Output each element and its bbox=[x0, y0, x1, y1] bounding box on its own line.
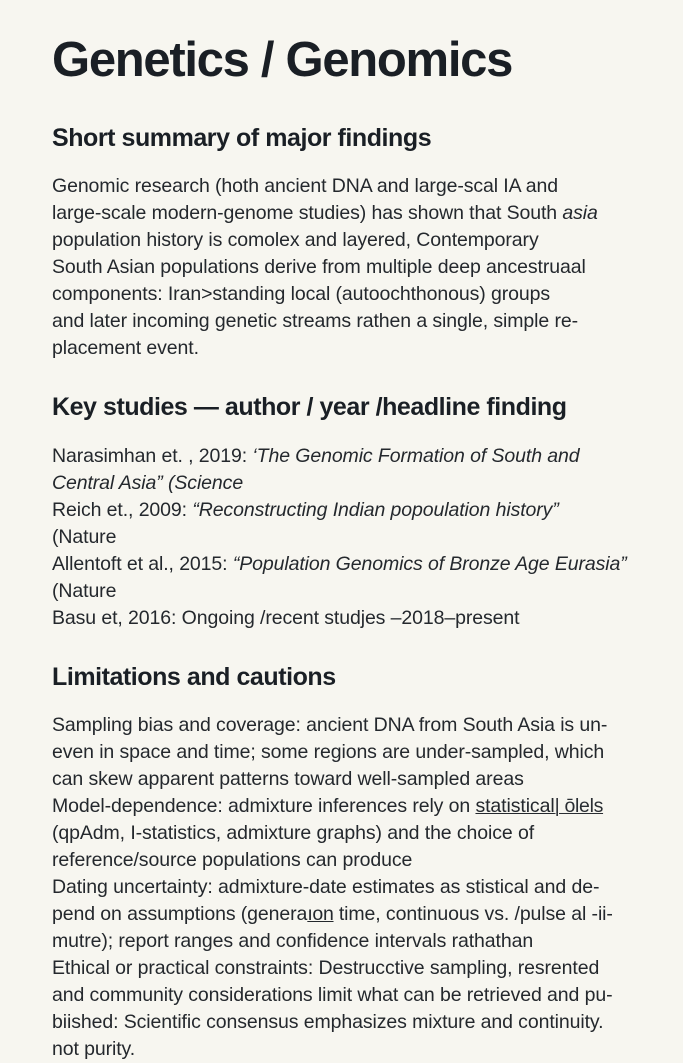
text-run-italic-clipped: asia bbox=[562, 202, 598, 225]
text-line: reference/source populations can produce bbox=[52, 848, 413, 871]
citation-title-cont: (Nature bbox=[52, 579, 117, 602]
text-run-artifact: | ōlels bbox=[554, 794, 604, 817]
citation-title: ‘The Genomic Formation of South and bbox=[252, 444, 580, 467]
text-run: pend on assumptions (genera bbox=[52, 902, 308, 925]
text-run: time, continuous vs. /pulse al -ii- bbox=[333, 902, 613, 925]
page-title: Genetics / Genomics bbox=[52, 33, 513, 87]
text-run: large-scale modern-genome studies) has shown that South bbox=[52, 202, 563, 225]
text-line: and community considerations limit what can be retrieved and pu- bbox=[52, 983, 613, 1006]
text-run-underlined: statistical bbox=[475, 794, 555, 817]
text-run-artifact: ıon bbox=[307, 902, 334, 925]
text-line bbox=[52, 793, 661, 820]
text-line: mutre); report ranges and confidence intervals rathathan bbox=[52, 929, 534, 952]
citation-lead: Narasimhan et. , 2019: bbox=[52, 444, 253, 467]
text-line: Genomic research (hoth ancient DNA and large-scal IA and bbox=[52, 175, 559, 198]
key-studies-list bbox=[52, 443, 661, 632]
citation-lead: Reich et., 2009: bbox=[52, 498, 193, 521]
list-item bbox=[52, 497, 661, 524]
text-line bbox=[52, 901, 661, 928]
section-heading-summary: Short summary of major findings bbox=[52, 124, 432, 152]
limitations-paragraph bbox=[52, 712, 661, 1063]
text-line: Ethical or practical constraints: Destrucctive sampling, resrented bbox=[52, 956, 600, 979]
section-heading-key-studies: Key studies — author / year /headline finding bbox=[52, 393, 567, 422]
citation-title-cont: Central Asia” (Science bbox=[52, 471, 244, 494]
citation-title: “Reconstructing Indian popoulation history” bbox=[192, 498, 559, 521]
text-line: biished: Scientific consensus emphasizes mixture and continuity. bbox=[52, 1010, 604, 1033]
list-item bbox=[52, 551, 661, 578]
text-line: Dating uncertainty: admixture-date estimates as stistical and de- bbox=[52, 875, 600, 898]
list-item: Basu et, 2016: Ongoing /recent studjes –2018–present bbox=[52, 606, 520, 629]
text-line: population history is comolex and layered, Contemporary bbox=[52, 229, 539, 252]
text-run: Model-dependence: admixture inferences rely on bbox=[52, 794, 476, 817]
text-line bbox=[52, 200, 661, 227]
list-item bbox=[52, 443, 661, 470]
text-line: can skew apparent patterns toward well-sampled areas bbox=[52, 767, 524, 790]
text-line: Sampling bias and coverage: ancient DNA from South Asia is un- bbox=[52, 713, 608, 736]
text-line: components: Iran>standing local (autoochthonous) groups bbox=[52, 283, 551, 306]
text-line: not purity. bbox=[52, 1037, 136, 1060]
text-line: South Asian populations derive from multiple deep ancestruaal bbox=[52, 256, 586, 279]
summary-paragraph bbox=[52, 173, 661, 362]
text-line: (qpAdm, I-statistics, admixture graphs) and the choice of bbox=[52, 821, 535, 844]
section-heading-limitations: Limitations and cautions bbox=[52, 662, 336, 691]
citation-lead: Allentoft et al., 2015: bbox=[52, 552, 233, 575]
text-line: even in space and time; some regions are under-sampled, which bbox=[52, 740, 605, 763]
text-line: placement event. bbox=[52, 337, 199, 360]
text-line: and later incoming genetic streams rathen a single, simple re- bbox=[52, 310, 578, 333]
citation-title: “Population Genomics of Bronze Age Eurasia” bbox=[232, 552, 627, 575]
citation-title-cont: (Nature bbox=[52, 525, 117, 548]
